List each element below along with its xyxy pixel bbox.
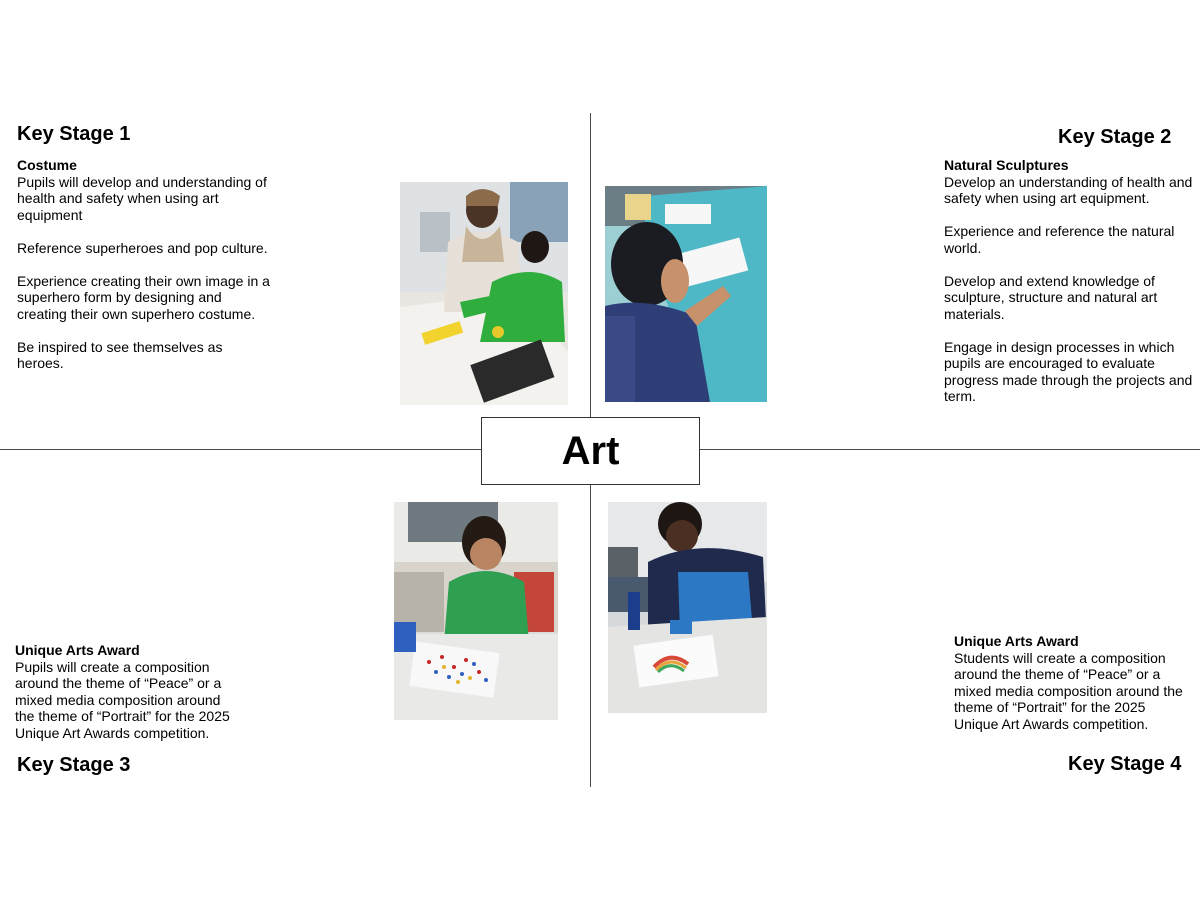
ks4-photo xyxy=(608,502,767,713)
ks4-subheading: Unique Arts Award xyxy=(954,633,1079,649)
ks4-heading: Key Stage 4 xyxy=(1068,753,1182,775)
ks2-photo xyxy=(605,186,767,402)
ks3-heading: Key Stage 3 xyxy=(17,754,131,776)
ks2-subheading: Natural Sculptures xyxy=(944,157,1069,173)
ks1-photo xyxy=(400,182,568,405)
ks1-paragraph: Reference superheroes and pop culture. xyxy=(17,239,268,256)
ks1-heading: Key Stage 1 xyxy=(17,123,131,145)
ks2-heading: Key Stage 2 xyxy=(1058,126,1172,148)
ks2-paragraph: Experience and reference the natural world. xyxy=(944,223,1175,256)
ks3-paragraph: Pupils will create a composition around the theme of “Peace” or a mixed media composition around the theme of “Portrait” for the 2025 Unique Art Awards competition. xyxy=(15,658,230,741)
ks2-paragraph: Develop and extend knowledge of sculpture, structure and natural art materials. xyxy=(944,272,1158,322)
ks3-photo xyxy=(394,502,558,720)
ks3-text-block xyxy=(15,642,235,741)
vertical-divider-top xyxy=(590,113,591,417)
ks4-text-block xyxy=(954,633,1189,732)
horizontal-divider-left xyxy=(0,449,481,450)
ks1-paragraph: Pupils will develop and understanding of health and safety when using art equipment xyxy=(17,173,267,223)
ks3-subheading: Unique Arts Award xyxy=(15,642,140,658)
horizontal-divider-right xyxy=(700,449,1200,450)
ks2-text-block xyxy=(944,157,1194,405)
ks4-paragraph: Students will create a composition around the theme of “Peace” or a mixed media composition around the theme of “Portrait” for the 2025 Unique Art Awards competition. xyxy=(954,649,1183,732)
ks1-subheading: Costume xyxy=(17,157,77,173)
ks2-paragraph: Develop an understanding of health and safety when using art equipment. xyxy=(944,173,1193,206)
ks1-text-block xyxy=(17,157,272,372)
page-title: Art xyxy=(481,417,700,485)
ks2-paragraph: Engage in design processes in which pupils are encouraged to evaluate progress made through the projects and term. xyxy=(944,338,1193,404)
ks1-paragraph: Be inspired to see themselves as heroes. xyxy=(17,338,223,371)
vertical-divider-bottom xyxy=(590,485,591,787)
ks1-paragraph: Experience creating their own image in a superhero form by designing and creating their own superhero costume. xyxy=(17,272,270,322)
